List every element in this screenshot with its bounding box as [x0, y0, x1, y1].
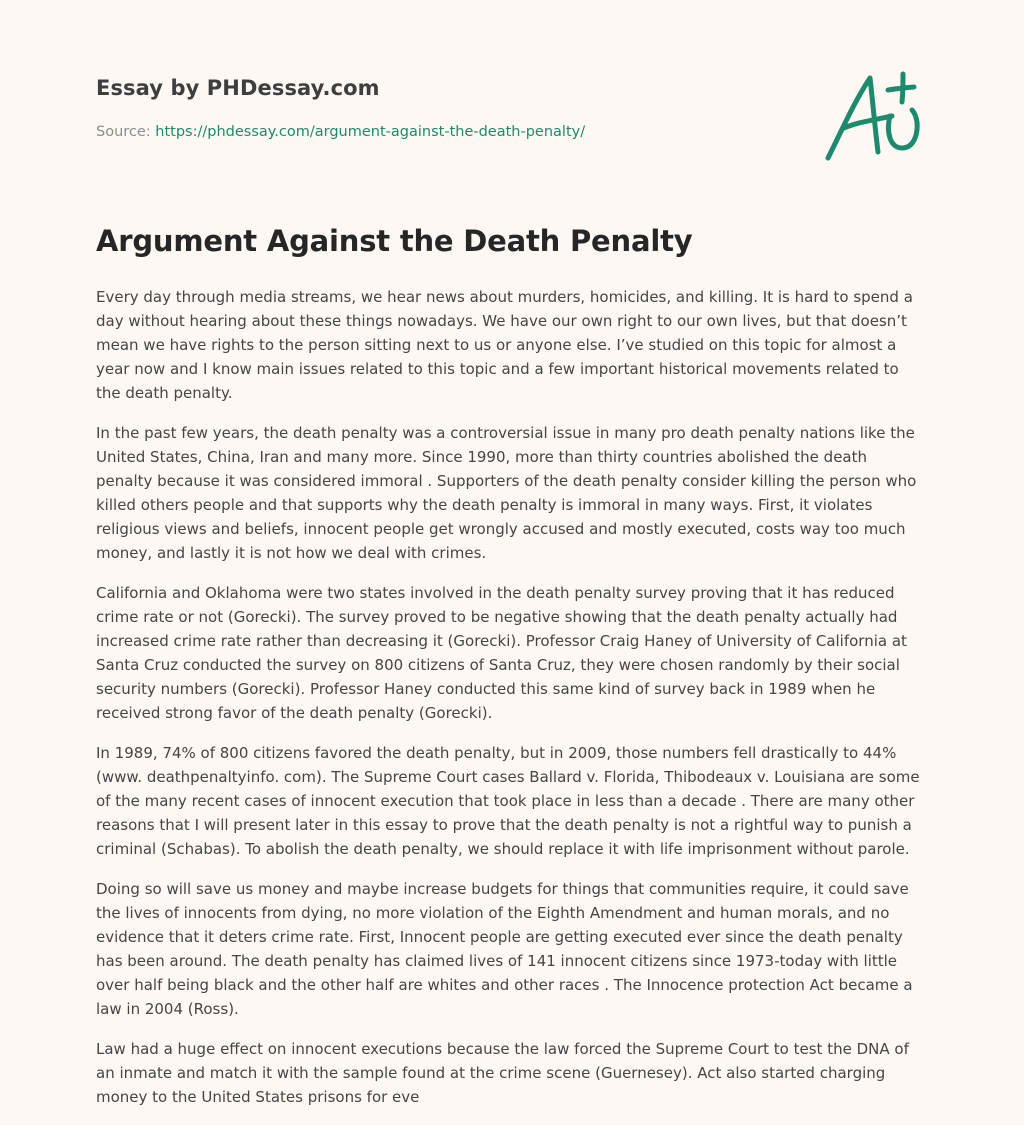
essay-paragraph: California and Oklahoma were two states involved in the death penalty survey proving that it has reduced crime rate or not (Gorecki). The survey proved to be negative showing that the death penalty actually had increased crime rate rather than decreasing it (Gorecki). Professor Craig Haney of University of California at Santa Cruz conducted the survey on 800 citizens of Santa Cruz, they were chosen randomly by their social security numbers (Gorecki). Professor Haney conducted this same kind of survey back in 1989 when he received strong favor of the death penalty (Gorecki). [96, 584, 907, 722]
source-label: Source: [96, 124, 156, 140]
essay-paragraph: In the past few years, the death penalty was a controversial issue in many pro death penalty nations like the United States, China, Iran and many more. Since 1990, more than thirty countries abolished the death penalty because it was considered immoral . Supporters of the death penalty consider killing the person who killed others people and that supports why the death penalty is immoral in many ways. First, it violates religious views and beliefs, innocent people get wrongly accused and mostly executed, costs way too much money, and lastly it is not how we deal with crimes. [96, 424, 917, 562]
source-line [96, 124, 585, 140]
brand-title: Essay by PHDessay.com [96, 76, 380, 100]
essay-paragraph: Doing so will save us money and maybe increase budgets for things that communities require, it could save the lives of innocents from dying, no more violation of the Eighth Amendment and human morals, and no evidence that it deters crime rate. First, Innocent people are getting executed ever since the death penalty has been around. The death penalty has claimed lives of 141 innocent citizens since 1973-today with little over half being black and the other half are whites and other races . The Innocence protection Act became a law in 2004 (Ross). [96, 880, 913, 1018]
essay-body [96, 285, 928, 1125]
essay-paragraph: Law had a huge effect on innocent executions because the law forced the Supreme Court to test the DNA of an inmate and match it with the sample found at the crime scene (Guernesey). Act also started charging money to the United States prisons for eve [96, 1040, 909, 1106]
a-plus-icon [818, 66, 930, 166]
essay-paragraph: In 1989, 74% of 800 citizens favored the death penalty, but in 2009, those numbers fell drastically to 44% (www. deathpenaltyinfo. com). The Supreme Court cases Ballard v. Florida, Thibodeaux v. Louisiana are some of the many recent cases of innocent execution that took place in less than a decade . There are many other reasons that I will present later in this essay to prove that the death penalty is not a rightful way to punish a criminal (Schabas). To abolish the death penalty, we should replace it with life imprisonment without parole. [96, 744, 920, 858]
source-link[interactable]: https://phdessay.com/argument-against-the-death-penalty/ [155, 124, 586, 140]
essay-title: Argument Against the Death Penalty [96, 224, 693, 258]
essay-paragraph: Every day through media streams, we hear news about murders, homicides, and killing. It is hard to spend a day without hearing about these things nowadays. We have our own right to our own lives, but that doesn’t mean we have rights to the person sitting next to us or anyone else. I’ve studied on this topic for almost a year now and I know main issues related to this topic and a few important historical movements related to the death penalty. [96, 288, 913, 402]
